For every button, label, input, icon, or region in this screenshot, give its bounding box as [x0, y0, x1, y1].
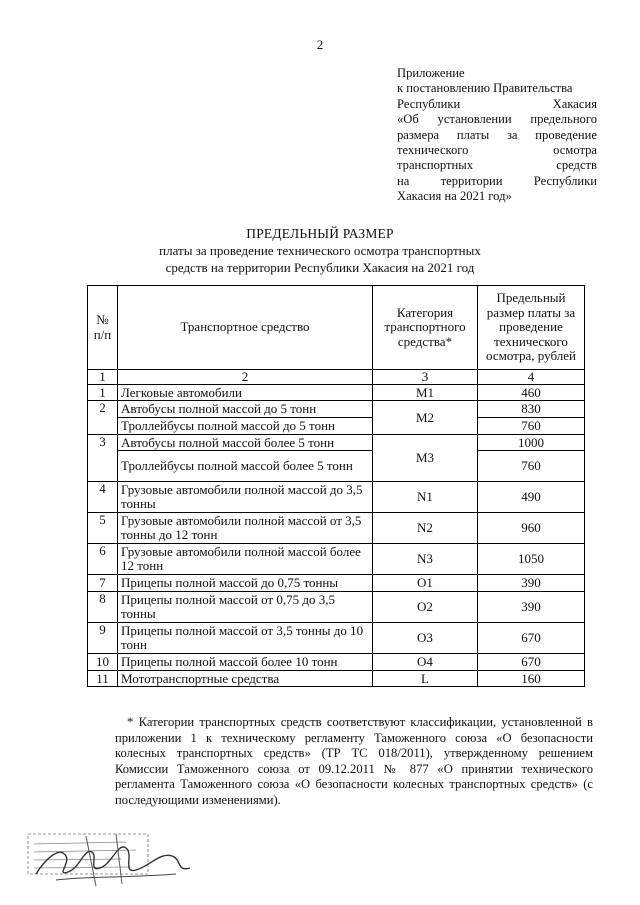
row-vehicle: Грузовые автомобили полной массой до 3,5 тонны [118, 482, 373, 513]
row-num: 7 [88, 575, 118, 592]
document-subtitle: средств на территории Республики Хакасия на 2021 год [165, 260, 475, 275]
index-cell: 4 [478, 370, 585, 385]
row-fee: 760 [478, 451, 585, 482]
table-row [88, 575, 585, 592]
row-category: M2 [373, 401, 478, 435]
annex-line: «Об установлении предельного [397, 112, 597, 127]
row-category: O1 [373, 575, 478, 592]
header-vehicle: Транспортное средство [118, 286, 373, 370]
table-row [88, 385, 585, 401]
row-vehicle: Троллейбусы полной массой до 5 тонн [118, 418, 373, 435]
table-row [88, 623, 585, 654]
row-vehicle: Прицепы полной массой более 10 тонн [118, 654, 373, 671]
table-row [88, 451, 585, 482]
fees-table [87, 285, 585, 687]
row-fee: 830 [478, 401, 585, 418]
signature-strokes [86, 834, 122, 886]
header-num: № п/п [88, 286, 118, 370]
row-fee: 1000 [478, 435, 585, 451]
row-category: N1 [373, 482, 478, 513]
annex-line: Хакасия на 2021 год» [397, 189, 512, 204]
row-num: 6 [88, 544, 118, 575]
table-row [88, 544, 585, 575]
annex-line: Республики Хакасия [397, 96, 597, 111]
row-num: 5 [88, 513, 118, 544]
table-row [88, 671, 585, 687]
annex-line: на территории Республики [397, 173, 597, 188]
table-row [88, 654, 585, 671]
row-num: 4 [88, 482, 118, 513]
table-row [88, 435, 585, 451]
row-vehicle: Грузовые автомобили полной массой более 12 тонн [118, 544, 373, 575]
row-vehicle: Грузовые автомобили полной массой от 3,5 тонны до 12 тонн [118, 513, 373, 544]
footnote: * Категории транспортных средств соответствуют классификации, установленной в приложении 1 к техническому регламенту Таможенного союза «О безопасности колесных транспортных средств» (ТР ТС 018/2011), утвержденному решением Комиссии Таможенного союза от 09.12.2011 № 877 «О принятии технического регламента Таможенного союза «О безопасности колесных транспортных средств» (с последующими изменениями). [115, 715, 593, 807]
row-num: 1 [88, 385, 118, 401]
annex-line: размера платы за проведение [397, 127, 597, 142]
row-fee: 490 [478, 482, 585, 513]
row-fee: 760 [478, 418, 585, 435]
annex-line: к постановлению Правительства [397, 81, 573, 96]
row-num: 10 [88, 654, 118, 671]
row-num: 11 [88, 671, 118, 687]
row-fee: 390 [478, 592, 585, 623]
index-cell: 1 [88, 370, 118, 385]
row-vehicle: Прицепы полной массой от 0,75 до 3,5 тонны [118, 592, 373, 623]
table-header-row [88, 286, 585, 370]
signature-scribble [36, 847, 190, 874]
index-cell: 2 [118, 370, 373, 385]
annex-line: технического осмотра [397, 143, 597, 158]
row-category: N2 [373, 513, 478, 544]
row-vehicle: Легковые автомобили [118, 385, 373, 401]
annex-line: Приложение [397, 66, 465, 80]
row-num: 3 [88, 435, 118, 482]
header-fee: Предельный размер платы за проведение технического осмотра, рублей [478, 286, 585, 370]
document-title: ПРЕДЕЛЬНЫЙ РАЗМЕР [246, 226, 394, 241]
row-category: N3 [373, 544, 478, 575]
signature-stamp [26, 828, 196, 892]
row-category: O4 [373, 654, 478, 671]
row-vehicle: Автобусы полной массой более 5 тонн [118, 435, 373, 451]
annex-line: транспортных средств [397, 158, 597, 173]
row-vehicle: Прицепы полной массой до 0,75 тонны [118, 575, 373, 592]
row-fee: 160 [478, 671, 585, 687]
table-row [88, 513, 585, 544]
index-row [88, 370, 585, 385]
table-row [88, 482, 585, 513]
row-vehicle: Троллейбусы полной массой более 5 тонн [118, 451, 373, 482]
header-category: Категория транспортного средства* [373, 286, 478, 370]
table-row [88, 401, 585, 418]
row-category: L [373, 671, 478, 687]
table-row [88, 592, 585, 623]
row-category: O3 [373, 623, 478, 654]
signature-underline [56, 874, 176, 880]
row-vehicle: Автобусы полной массой до 5 тонн [118, 401, 373, 418]
row-fee: 960 [478, 513, 585, 544]
row-fee: 670 [478, 623, 585, 654]
table-row [88, 418, 585, 435]
row-num: 9 [88, 623, 118, 654]
row-fee: 390 [478, 575, 585, 592]
row-num: 8 [88, 592, 118, 623]
row-num: 2 [88, 401, 118, 435]
row-category: M3 [373, 435, 478, 482]
row-fee: 670 [478, 654, 585, 671]
index-cell: 3 [373, 370, 478, 385]
row-fee: 1050 [478, 544, 585, 575]
row-fee: 460 [478, 385, 585, 401]
row-category: M1 [373, 385, 478, 401]
page-number: 2 [316, 37, 324, 52]
row-category: O2 [373, 592, 478, 623]
row-vehicle: Мототранспортные средства [118, 671, 373, 687]
document-subtitle: платы за проведение технического осмотра транспортных [159, 243, 481, 258]
annex-header [397, 66, 597, 205]
row-vehicle: Прицепы полной массой от 3,5 тонны до 10 тонн [118, 623, 373, 654]
